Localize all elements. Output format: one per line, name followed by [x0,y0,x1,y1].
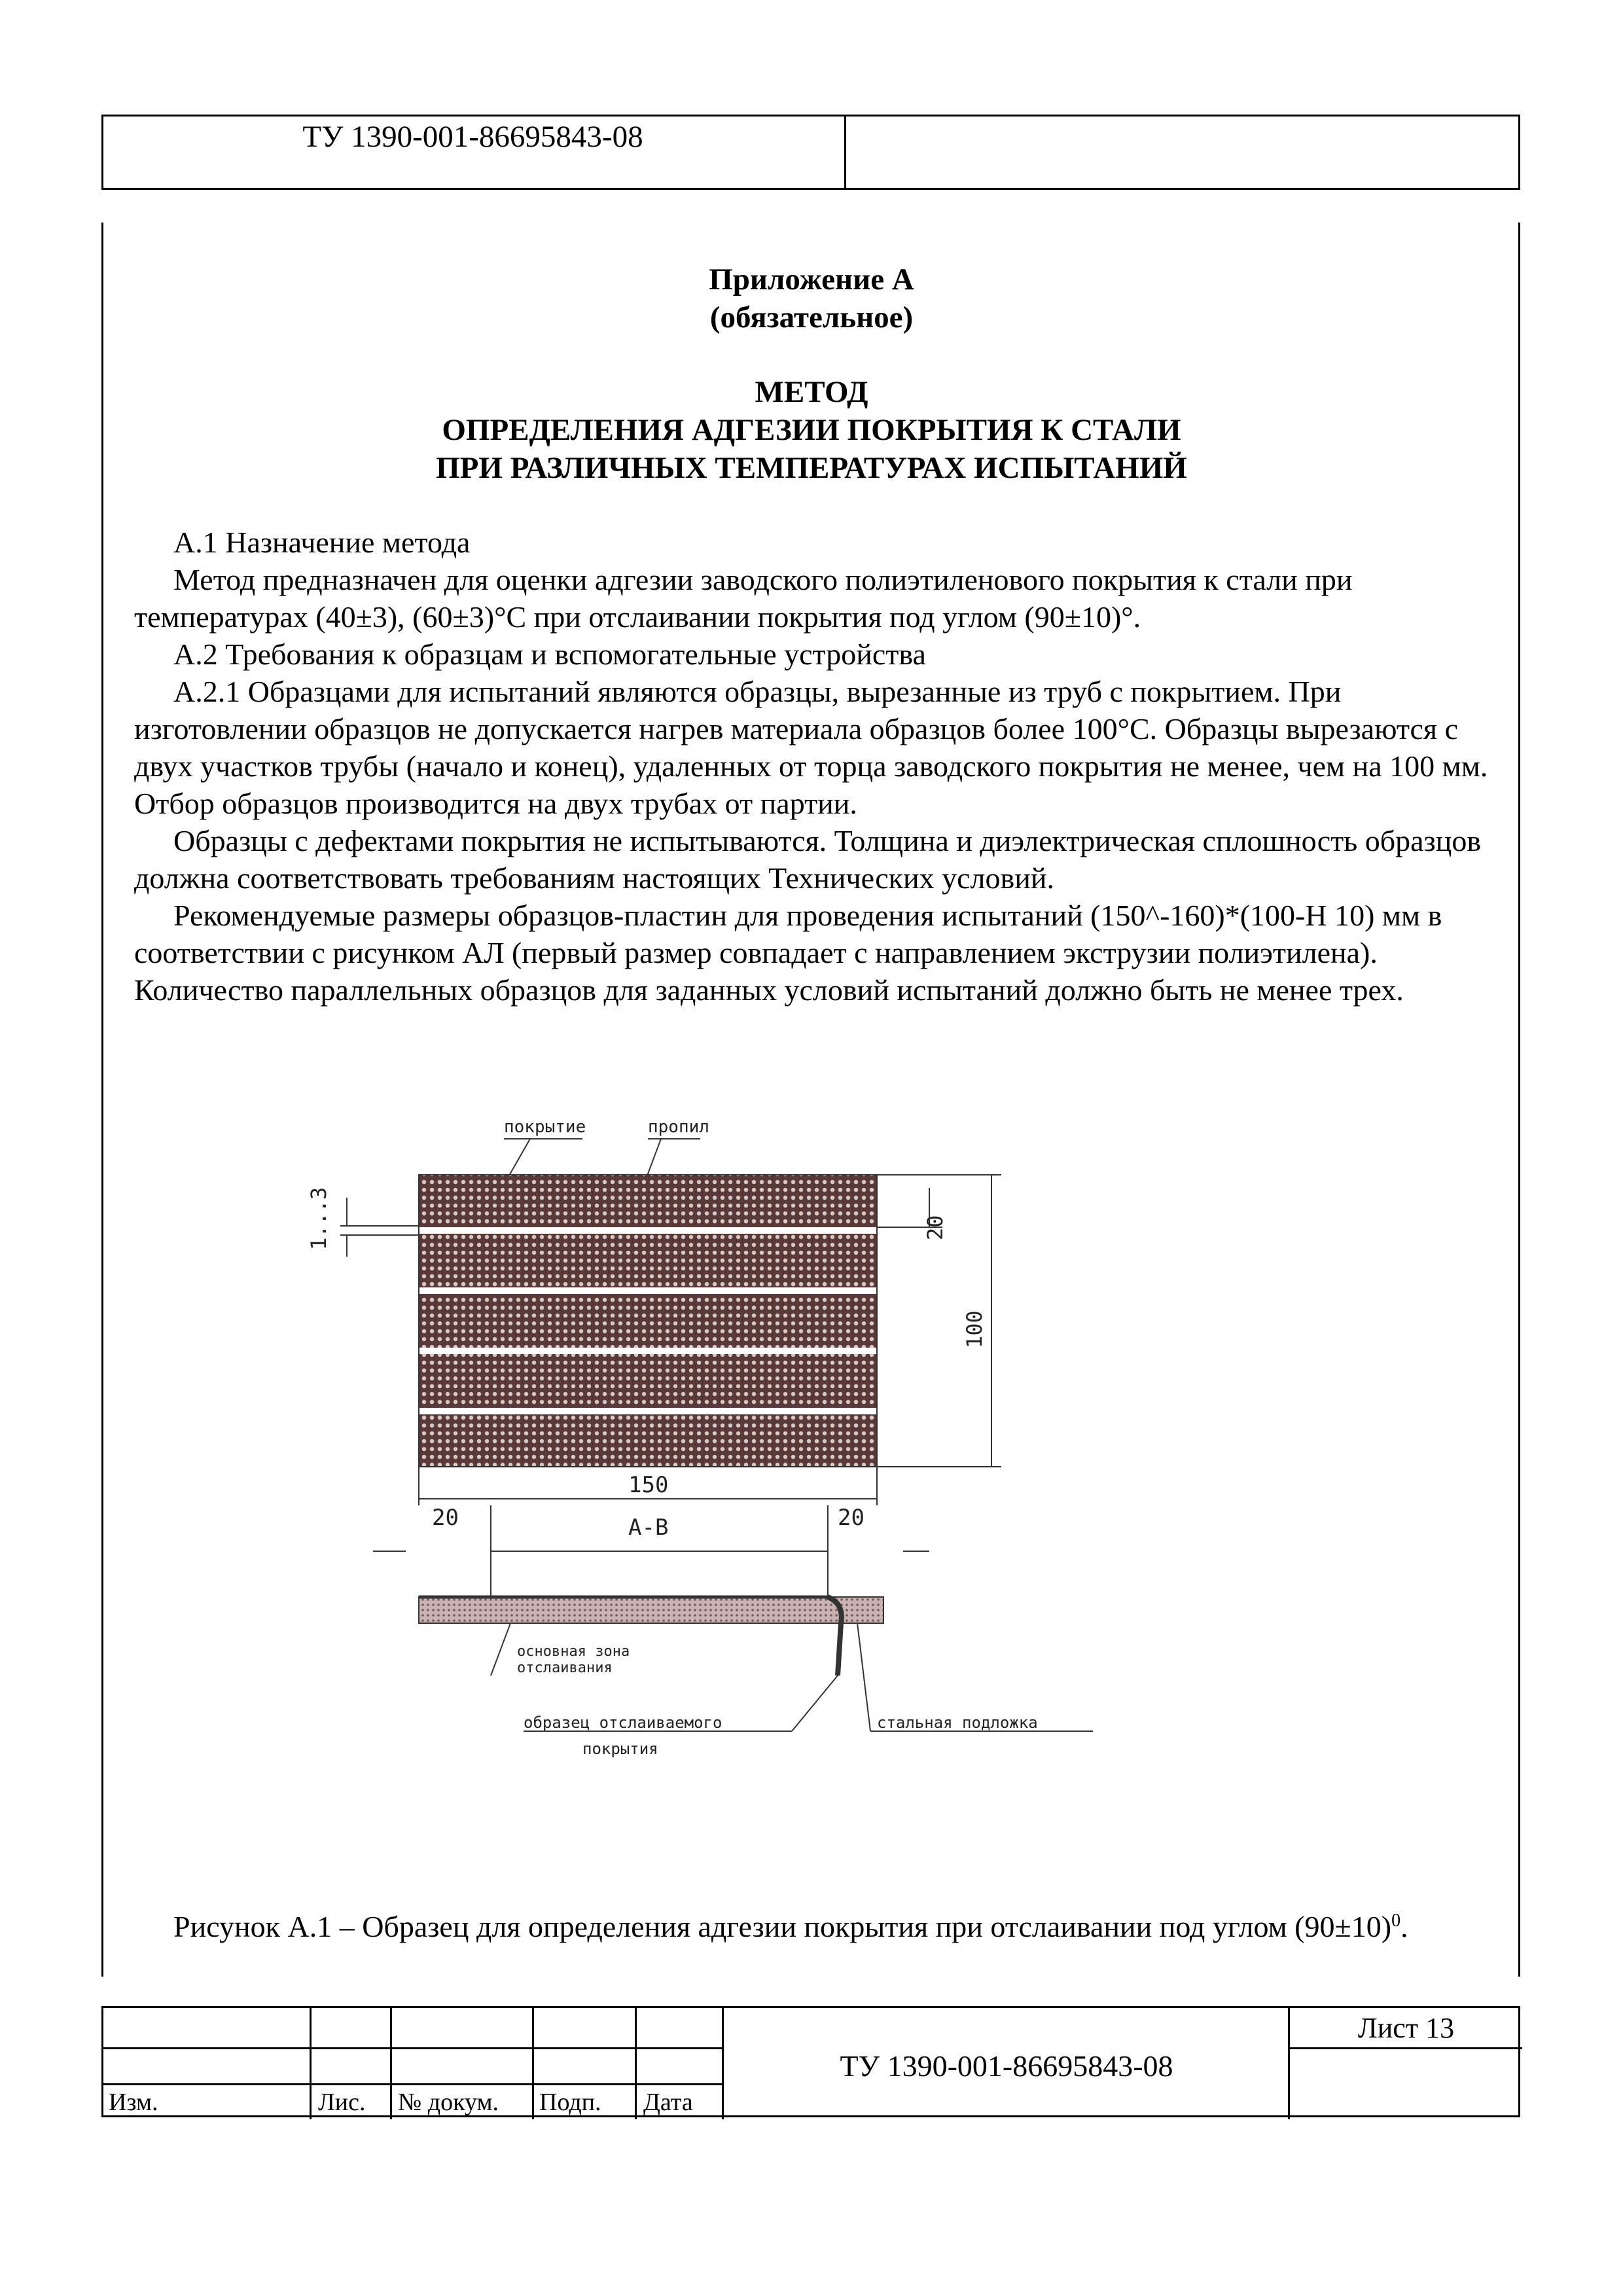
caption-text: Рисунок А.1 – Образец для определения адгезии покрытия при отслаивании под углом (90±10) [173,1910,1392,1944]
stamp-col-line-1 [310,2008,312,2119]
method-title-line1: МЕТОД [755,375,868,409]
figure-a1-drawing [294,1100,1145,1806]
stamp-col-line-5 [722,2008,724,2119]
label-zone: основная зона [517,1643,630,1660]
label-coating: покрытие [504,1117,586,1137]
stamp-col-line-3 [532,2008,534,2119]
section-1-heading: А.1 Назначение метода [173,526,471,559]
section-2-1-paragraph: А.2.1 Образцами для испытаний являются образцы, вырезанные из труб с покрытием. При изготовлении образцов не допускается нагрев материала образцов более 100°С. Образцы вырезаются с двух участков трубы (начало и конец), удаленных от торца заводского покрытия не менее, чем на 100 мм. Отбор образцов производится на двух трубах от партии. [134,675,1488,820]
defects-paragraph: Образцы с дефектами покрытия не испытываются. Толщина и диэлектрическая сплошность образцов должна соответствовать требованиям настоящих Технических условий. [134,824,1482,895]
dim-gap: 1...3 [306,1187,331,1250]
strip-5 [419,1414,877,1467]
dim-left-margin: 20 [432,1505,459,1531]
strip-2 [419,1234,877,1287]
stamp-col-doc: № докум. [398,2089,499,2116]
label-sample: образец отслаиваемого [524,1713,722,1732]
dim-height: 100 [962,1310,987,1348]
sample-plate [419,1175,877,1467]
caption-degree: 0 [1391,1910,1401,1931]
stamp-table [101,2006,1520,2117]
header-document-code: ТУ 1390-001-86695843-08 [302,120,643,154]
stamp-col-line-4 [635,2008,637,2119]
body-text [134,524,1499,1009]
dim-span-ab: А-В [628,1515,669,1541]
caption-end: . [1400,1910,1408,1944]
strip-3 [419,1294,877,1348]
stamp-col-date: Дата [643,2089,693,2116]
label-sample-2: покрытия [582,1740,658,1758]
section-1-paragraph: Метод предназначен для оценки адгезии заводского полиэтиленового покрытия к стали при температурах (40±3), (60±3)°С при отслаивании покрытия под углом (90±10)°. [134,563,1353,634]
appendix-title: Приложение А [709,262,914,296]
stamp-col-list: Лис. [318,2089,366,2116]
method-title-line3: ПРИ РАЗЛИЧНЫХ ТЕМПЕРАТУРАХ ИСПЫТАНИЙ [436,451,1187,485]
stamp-document-code: ТУ 1390-001-86695843-08 [840,2049,1173,2083]
stamp-col-izm: Изм. [109,2089,158,2116]
dim-right-margin: 20 [838,1505,865,1531]
cross-section-steel [419,1597,883,1623]
dim-length: 150 [628,1472,669,1498]
sizes-paragraph: Рекомендуемые размеры образцов-пластин для проведения испытаний (150^-160)*(100-Н 10) мм в соответствии с рисунком АЛ (первый размер совпадает с направлением экструзии полиэтилена). Количество параллельных образцов для заданных условий испытаний должно быть не менее трех. [134,899,1442,1007]
label-zone-2: отслаивания [517,1660,613,1676]
method-title-line2: ОПРЕДЕЛЕНИЯ АДГЕЗИИ ПОКРЫТИЯ К СТАЛИ [442,413,1181,447]
dim-strip-width: 20 [923,1215,948,1240]
stamp-sheet-number: Лист 13 [1357,2012,1455,2044]
stamp-sheet-line [1288,2047,1522,2049]
figure-caption [134,1903,1495,1945]
section-2-heading: А.2 Требования к образцам и вспомогательные устройства [173,637,926,671]
stamp-col-line-2 [390,2008,392,2119]
stamp-col-sign: Подп. [539,2089,601,2116]
frame-right-border [1518,223,1520,1977]
strip-4 [419,1354,877,1408]
strip-1 [419,1175,877,1227]
label-substrate: стальная подложка [877,1713,1038,1732]
label-cut: пропил [648,1117,709,1137]
appendix-status: (обязательное) [709,300,914,334]
stamp-row-line-1 [103,2047,722,2049]
stamp-row-line-2 [103,2083,722,2085]
frame-left-border [101,223,103,1977]
header-divider [844,115,846,190]
